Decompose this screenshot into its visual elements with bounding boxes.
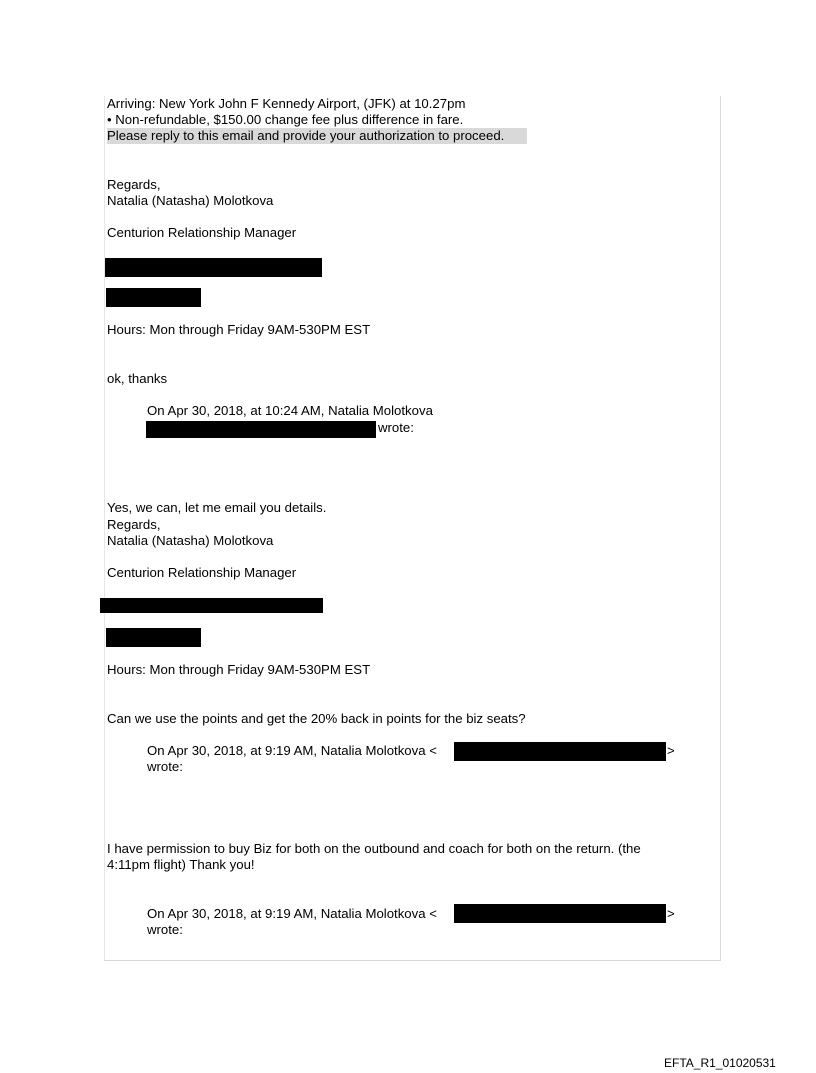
redaction-bar — [454, 904, 666, 923]
quote3-wrote: wrote: — [147, 922, 183, 937]
reply-yes: Yes, we can, let me email you details. — [107, 500, 327, 515]
redaction-bar — [106, 288, 201, 307]
permission-line-2: 4:11pm flight) Thank you! — [107, 857, 255, 872]
sig2-hours: Hours: Mon through Friday 9AM-530PM EST — [107, 662, 371, 677]
redaction-bar — [454, 742, 666, 761]
arriving-line: Arriving: New York John F Kennedy Airport, (JFK) at 10.27pm — [107, 96, 466, 111]
sig1-regards: Regards, — [107, 177, 161, 192]
question-line: Can we use the points and get the 20% back in points for the biz seats? — [107, 711, 526, 726]
message-ok: ok, thanks — [107, 371, 168, 386]
sig1-hours: Hours: Mon through Friday 9AM-530PM EST — [107, 322, 371, 337]
document-id: EFTA_R1_01020531 — [664, 1056, 776, 1070]
fare-note: • Non-refundable, $150.00 change fee plus difference in fare. — [107, 112, 464, 127]
reply-request: Please reply to this email and provide your authorization to proceed. — [107, 128, 527, 144]
redaction-bar — [100, 598, 323, 613]
sig1-name: Natalia (Natasha) Molotkova — [107, 193, 274, 208]
redaction-bar — [146, 421, 376, 438]
sig2-regards: Regards, — [107, 517, 161, 532]
quote1-wrote: wrote: — [378, 420, 414, 435]
permission-line-1: I have permission to buy Biz for both on the outbound and coach for both on the return. (the — [107, 841, 641, 856]
redaction-bar — [106, 628, 201, 647]
quote3-close: > — [667, 906, 675, 921]
sig2-title: Centurion Relationship Manager — [107, 565, 297, 580]
redaction-bar — [105, 258, 322, 277]
quote2-close: > — [667, 743, 675, 758]
quote3-header: On Apr 30, 2018, at 9:19 AM, Natalia Molotkova < — [147, 906, 437, 921]
quote2-header: On Apr 30, 2018, at 9:19 AM, Natalia Molotkova < — [147, 743, 437, 758]
quote1-header: On Apr 30, 2018, at 10:24 AM, Natalia Molotkova — [147, 403, 433, 418]
quote2-wrote: wrote: — [147, 759, 183, 774]
sig1-title: Centurion Relationship Manager — [107, 225, 297, 240]
sig2-name: Natalia (Natasha) Molotkova — [107, 533, 274, 548]
